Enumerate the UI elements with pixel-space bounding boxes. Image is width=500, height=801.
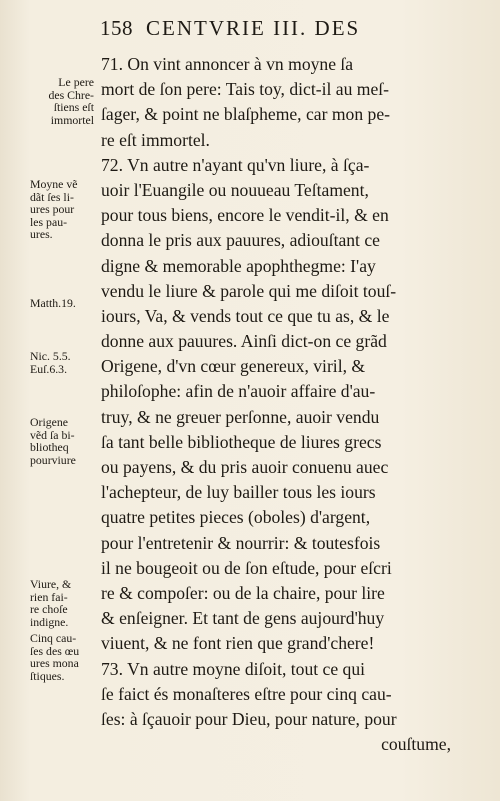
text-line: couſtume, bbox=[381, 734, 451, 755]
text-line: donne aux pauures. Ainſi dict-on ce grãd bbox=[101, 331, 387, 352]
text-line: quatre petites pieces (oboles) d'argent, bbox=[101, 507, 371, 528]
running-title: CENTVRIE III. DES bbox=[146, 16, 361, 40]
margin-note-nic-eus: Nic. 5.5. Euſ.6.3. bbox=[30, 349, 71, 376]
text-line: 71. On vint annoncer à vn moyne ſa bbox=[101, 54, 354, 74]
page-header bbox=[100, 14, 410, 44]
text-line: ſager, & point ne blaſpheme, car mon pe- bbox=[101, 104, 390, 125]
text-line: viuent, & ne font rien que grand'chere! bbox=[101, 633, 375, 654]
margin-note-cinq-causes: Cinq cau- ſes des œu ures mona ſtiques. bbox=[30, 631, 80, 683]
margin-note-matth: Matth.19. bbox=[30, 296, 76, 310]
text-line: mort de ſon pere: Tais toy, dict-il au meſ- bbox=[101, 79, 390, 100]
margin-note-pere-chrestiens: Le pere des Chre- ſtiens eſt immortel bbox=[48, 75, 94, 127]
text-line: philoſophe: afin de n'auoir affaire d'au- bbox=[101, 381, 376, 402]
text-line: & enſeigner. Et tant de gens aujourd'huy bbox=[101, 608, 385, 629]
margin-note-viure-rien: Viure, & rien fai- re choſe indigne. bbox=[30, 577, 72, 629]
text-line: 72. Vn autre n'ayant qu'vn liure, à ſça- bbox=[101, 154, 370, 175]
text-line: ou payens, & du pris auoir conuenu auec bbox=[101, 457, 389, 477]
margin-note-moyne-vend: Moyne vẽ dãt ſes li- ures pour les pau- ures. bbox=[30, 177, 78, 242]
text-line: donna le pris aux pauures, adiouſtant ce bbox=[101, 230, 380, 251]
text-line: il ne bougeoit ou de ſon eſtude, pour eſcri bbox=[101, 557, 392, 578]
text-line: re eſt immortel. bbox=[101, 129, 210, 150]
main-text bbox=[101, 52, 451, 757]
text-line: ſes: à ſçauoir pour Dieu, pour nature, pour bbox=[101, 708, 397, 729]
text-line: pour l'entretenir & nourrir: & toutesfois bbox=[101, 532, 381, 553]
margin-notes bbox=[0, 0, 100, 801]
margin-note-origene: Origene vẽd ſa bi- bliotheq pourviure bbox=[30, 415, 76, 467]
text-line: ſe faict és monaſteres eſtre pour cinq cau- bbox=[101, 683, 392, 704]
text-line: vendu le liure & parole qui me diſoit touſ- bbox=[101, 280, 397, 301]
text-line: 73. Vn autre moyne diſoit, tout ce qui bbox=[101, 658, 366, 679]
text-line: iours, Va, & vends tout ce que tu as, & le bbox=[101, 305, 390, 326]
text-line: truy, & ne greuer perſonne, auoir vendu bbox=[101, 406, 380, 427]
text-line: Origene, d'vn cœur genereux, viril, & bbox=[101, 356, 366, 377]
text-line: digne & memorable apophthegme: I'ay bbox=[101, 255, 376, 276]
text-line: re & compoſer: ou de la chaire, pour lire bbox=[101, 582, 385, 603]
text-line: l'achepteur, de luy bailler tous les iours bbox=[101, 482, 376, 503]
text-line: ſa tant belle bibliotheque de liures grecs bbox=[101, 431, 382, 452]
text-line: pour tous biens, encore le vendit-il, & en bbox=[101, 205, 389, 226]
page-number: 158 bbox=[100, 16, 133, 40]
text-line: uoir l'Euangile ou nouueau Teſtament, bbox=[101, 179, 369, 200]
